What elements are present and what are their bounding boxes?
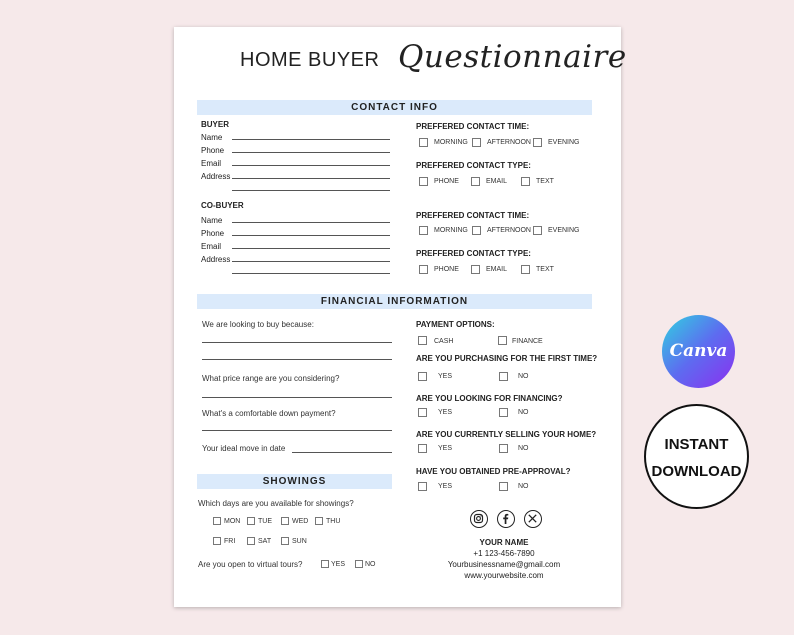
co-buyer-email-option: EMAIL [486,266,508,273]
move-date-question: Your ideal move in date [202,444,286,453]
instagram-icon[interactable] [470,510,488,528]
co-buyer-evening-checkbox[interactable] [533,226,542,235]
contact-email[interactable]: Yourbusinessname@gmail.com [447,560,561,569]
co-buyer-name-label: Name [201,216,223,225]
co-buyer-evening-label: EVENING [548,227,580,234]
first-time-no-checkbox[interactable] [499,372,508,381]
fri-checkbox[interactable] [213,537,221,545]
buyer-email-checkbox[interactable] [471,177,480,186]
buy-reason-question: We are looking to buy because: [202,320,314,329]
buyer-afternoon-checkbox[interactable] [472,138,481,147]
move-date-field[interactable] [292,452,392,453]
co-buyer-phone-label: Phone [201,229,225,238]
buy-reason-field-2[interactable] [202,359,392,360]
co-buyer-morning-label: MORNING [434,227,468,234]
buyer-heading: BUYER [201,120,230,129]
co-buyer-phone-checkbox[interactable] [419,265,428,274]
co-buyer-contact-type-heading: PREFFERED CONTACT TYPE: [416,249,531,258]
co-buyer-address-label: Address [201,255,231,264]
buyer-name-label: Name [201,133,223,142]
pre-approval-yes-checkbox[interactable] [418,482,427,491]
selling-home-yes-label: YES [438,445,453,452]
first-time-no-label: NO [518,373,529,380]
co-buyer-name-field[interactable] [232,222,390,223]
buyer-email-field[interactable] [232,165,390,166]
virtual-tours-question: Are you open to virtual tours? [198,560,303,569]
pre-approval-question: HAVE YOU OBTAINED PRE-APPROVAL? [416,467,571,476]
tue-label: TUE [258,518,272,525]
showing-days-question: Which days are you available for showings? [198,499,354,508]
title-script: Questionnaire [398,39,627,75]
price-range-field[interactable] [202,397,392,398]
virtual-no-checkbox[interactable] [355,560,363,568]
co-buyer-email-field[interactable] [232,248,390,249]
co-buyer-text-checkbox[interactable] [521,265,530,274]
co-buyer-email-label: Email [201,242,222,251]
download-label: DOWNLOAD [651,463,742,480]
buy-reason-field[interactable] [202,342,392,343]
first-time-question: ARE YOU PURCHASING FOR THE FIRST TIME? [416,354,598,363]
co-buyer-phone-field[interactable] [232,235,390,236]
questionnaire-sheet [174,27,627,607]
sat-label: SAT [258,538,272,545]
tue-checkbox[interactable] [247,517,255,525]
buyer-phone-field[interactable] [232,152,390,153]
buyer-evening-checkbox[interactable] [533,138,542,147]
pre-approval-no-checkbox[interactable] [499,482,508,491]
financing-no-label: NO [518,409,529,416]
buyer-address-field[interactable] [232,178,390,179]
buyer-email-option: EMAIL [486,178,508,185]
buyer-name-field[interactable] [232,139,390,140]
buyer-contact-type-heading: PREFFERED CONTACT TYPE: [416,161,531,170]
co-buyer-address-field[interactable] [232,261,390,262]
co-buyer-afternoon-label: AFTERNOON [487,227,531,234]
contact-website[interactable]: www.yourwebsite.com [464,571,544,580]
buyer-phone-label: Phone [201,146,225,155]
mon-checkbox[interactable] [213,517,221,525]
financing-question: ARE YOU LOOKING FOR FINANCING? [416,394,563,403]
buyer-address-label: Address [201,172,231,181]
canva-badge: Canva [662,315,735,388]
contact-phone: +1 123-456-7890 [473,549,535,558]
buyer-afternoon-label: AFTERNOON [487,139,531,146]
co-buyer-email-checkbox[interactable] [471,265,480,274]
selling-home-yes-checkbox[interactable] [418,444,427,453]
contact-info-band: CONTACT INFO [197,100,592,115]
buyer-contact-time-heading: PREFFERED CONTACT TIME: [416,122,530,131]
co-buyer-address-field-2[interactable] [232,273,390,274]
co-buyer-morning-checkbox[interactable] [419,226,428,235]
buyer-morning-checkbox[interactable] [419,138,428,147]
down-payment-question: What's a comfortable down payment? [202,409,336,418]
contact-name: YOUR NAME [479,538,529,547]
thu-label: THU [326,518,341,525]
selling-home-no-label: NO [518,445,529,452]
down-payment-field[interactable] [202,430,392,431]
sun-checkbox[interactable] [281,537,289,545]
title-main: HOME BUYER [240,49,380,71]
buyer-phone-checkbox[interactable] [419,177,428,186]
wed-label: WED [292,518,309,525]
sat-checkbox[interactable] [247,537,255,545]
buyer-morning-label: MORNING [434,139,468,146]
pre-approval-no-label: NO [518,483,529,490]
buyer-text-option: TEXT [536,178,554,185]
price-range-question: What price range are you considering? [202,374,340,383]
financial-band: FINANCIAL INFORMATION [197,294,592,309]
mon-label: MON [224,518,241,525]
financing-yes-label: YES [438,409,453,416]
co-buyer-afternoon-checkbox[interactable] [472,226,481,235]
wed-checkbox[interactable] [281,517,289,525]
buyer-evening-label: EVENING [548,139,580,146]
buyer-email-label: Email [201,159,222,168]
financing-yes-checkbox[interactable] [418,408,427,417]
selling-home-no-checkbox[interactable] [499,444,508,453]
thu-checkbox[interactable] [315,517,323,525]
payment-options-heading: PAYMENT OPTIONS: [416,320,495,329]
sun-label: SUN [292,538,307,545]
co-buyer-text-option: TEXT [536,266,554,273]
cash-checkbox[interactable] [418,336,427,345]
first-time-yes-label: YES [438,373,453,380]
buyer-text-checkbox[interactable] [521,177,530,186]
virtual-yes-label: YES [331,561,346,568]
finance-checkbox[interactable] [498,336,507,345]
finance-label: FINANCE [512,338,543,345]
buyer-phone-option: PHONE [434,178,459,185]
selling-home-question: ARE YOU CURRENTLY SELLING YOUR HOME? [416,430,597,439]
cash-label: CASH [434,338,454,345]
buyer-address-field-2[interactable] [232,190,390,191]
first-time-yes-checkbox[interactable] [418,372,427,381]
fri-label: FRI [224,538,236,545]
co-buyer-phone-option: PHONE [434,266,459,273]
virtual-no-label: NO [365,561,376,568]
instant-download-badge [644,404,749,509]
virtual-yes-checkbox[interactable] [321,560,329,568]
x-icon[interactable] [524,510,542,528]
financing-no-checkbox[interactable] [499,408,508,417]
pre-approval-yes-label: YES [438,483,453,490]
showings-band: SHOWINGS [197,474,392,489]
co-buyer-heading: CO-BUYER [201,201,244,210]
facebook-icon[interactable] [497,510,515,528]
instant-label: INSTANT [664,436,729,453]
co-buyer-contact-time-heading: PREFFERED CONTACT TIME: [416,211,530,220]
